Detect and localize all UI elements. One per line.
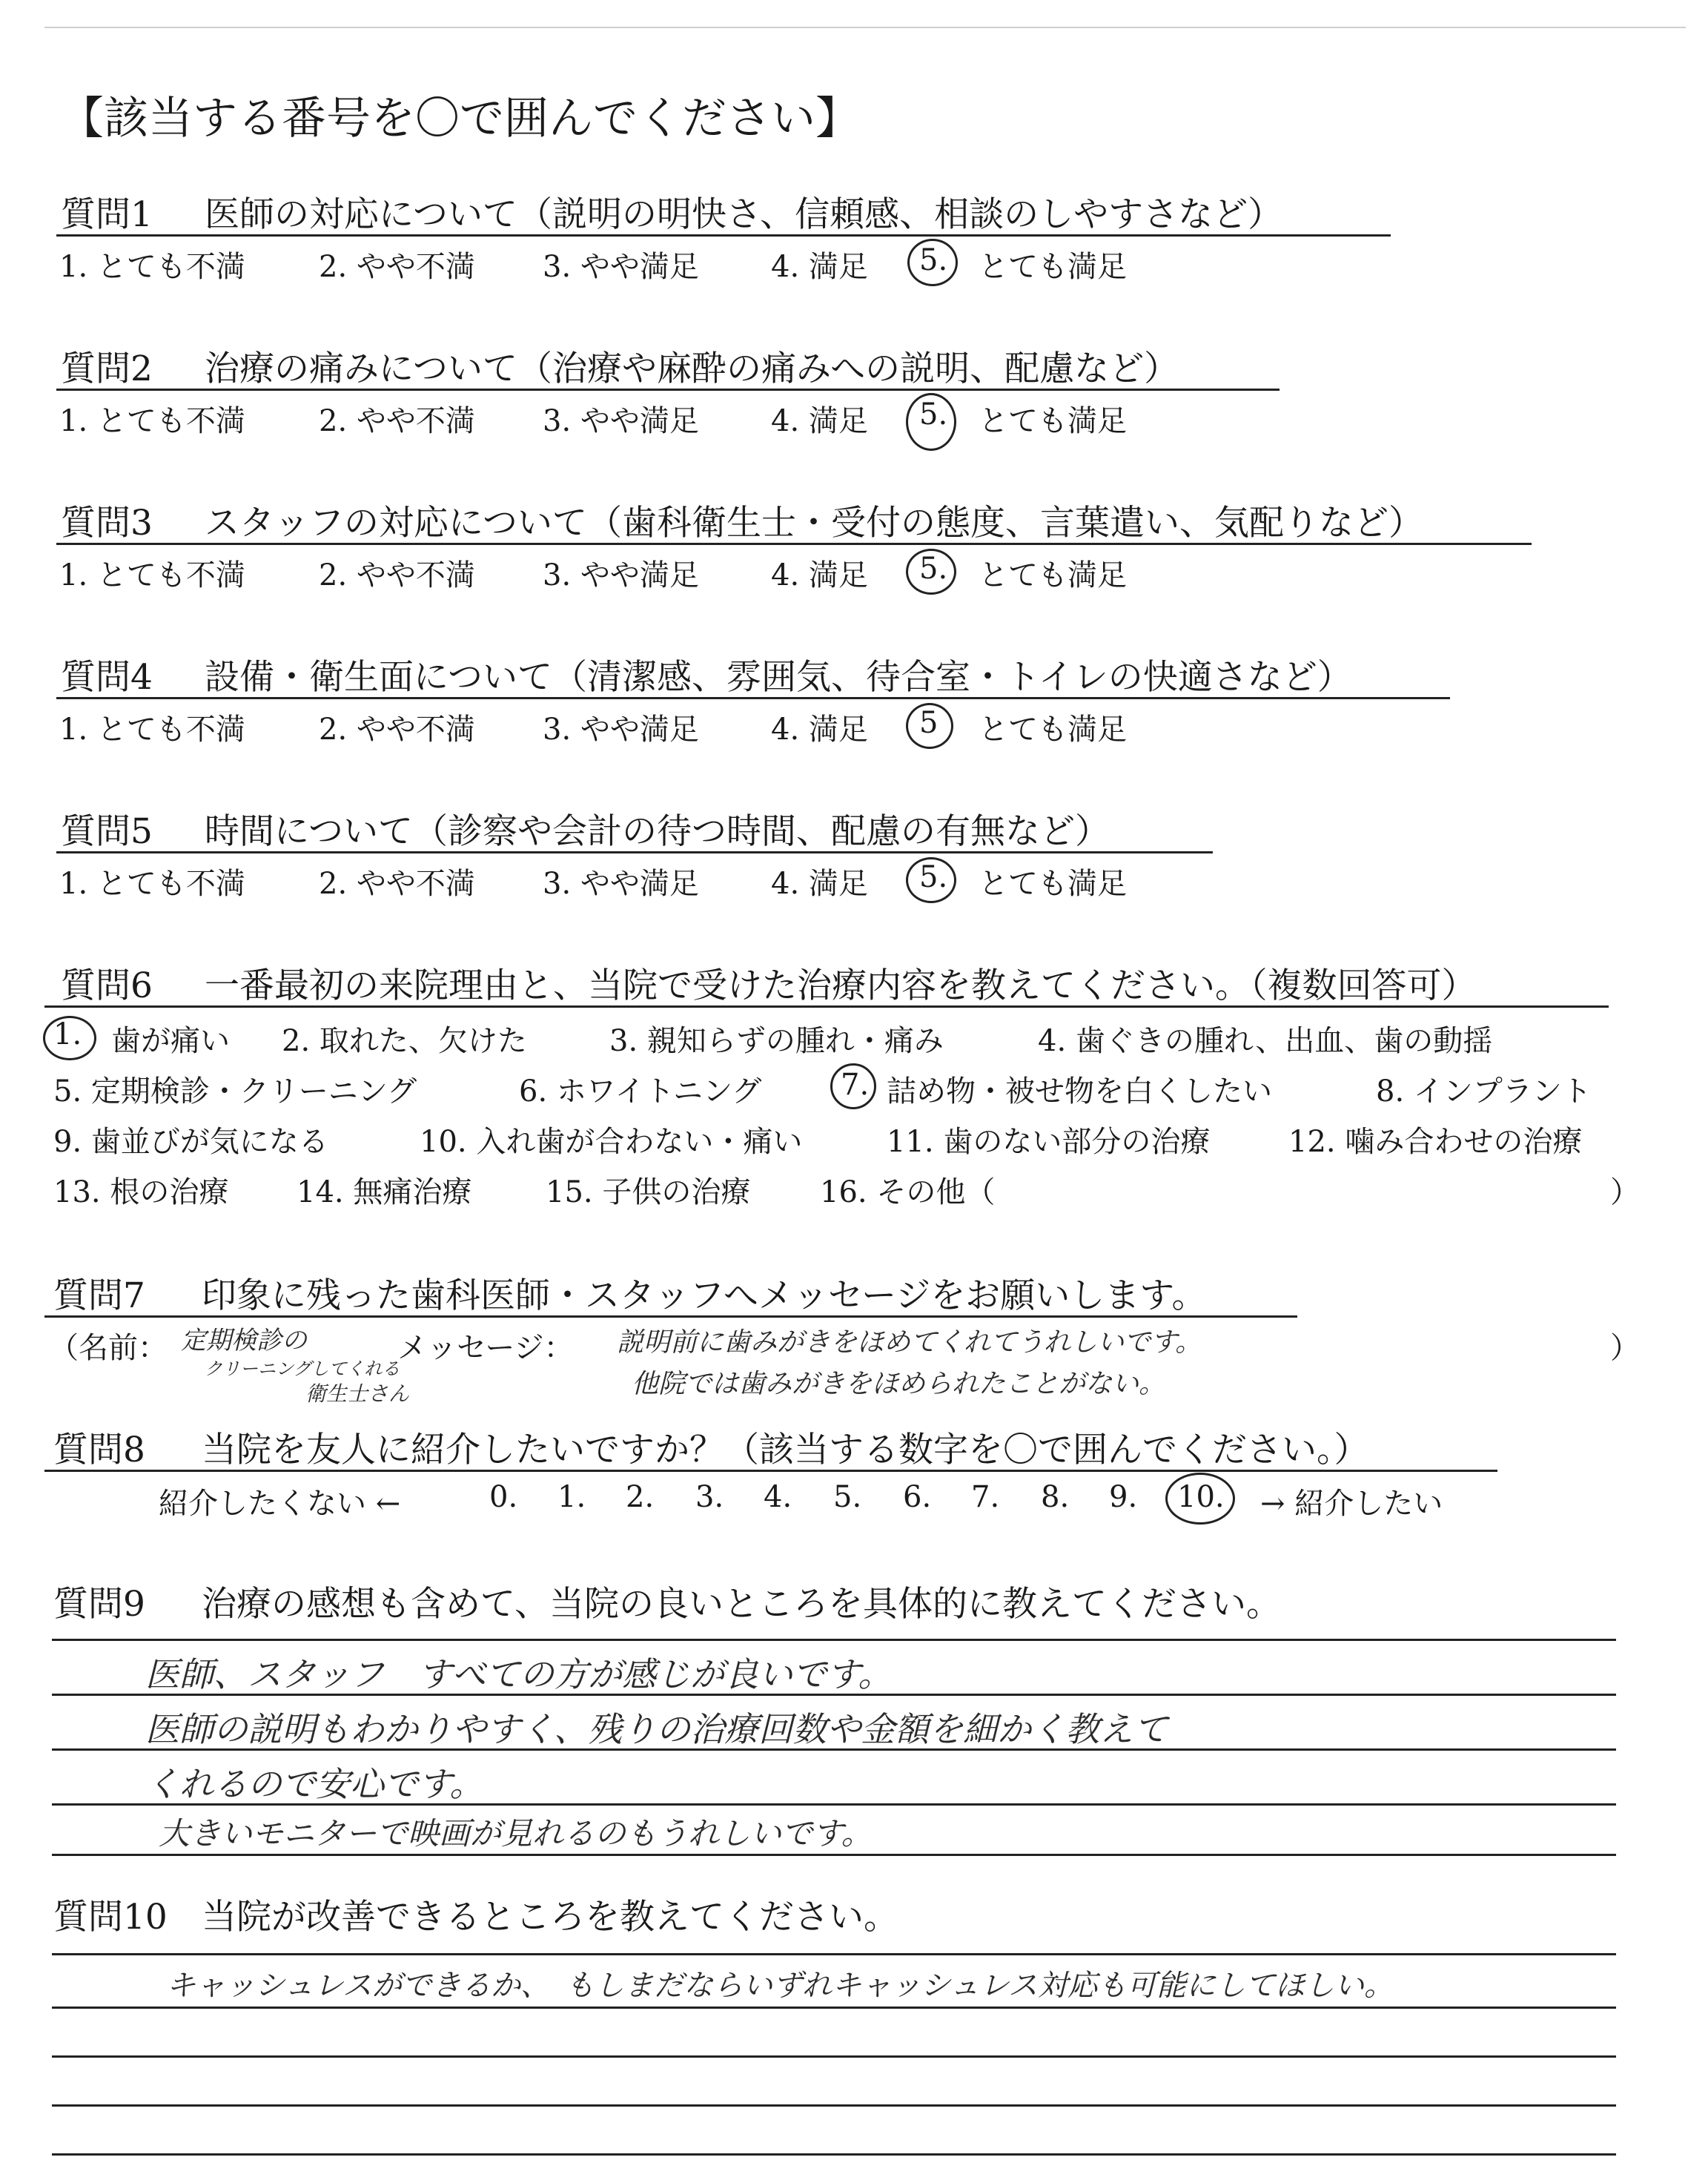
option-8[interactable]: 8. インプラント — [1376, 1074, 1592, 1109]
question-text: 医師の対応について（説明の明快さ、信頼感、相談のしやすさなど） — [205, 194, 1283, 235]
option-4[interactable]: 4. 満足 — [771, 404, 868, 438]
scale-0[interactable]: 0. — [489, 1480, 518, 1514]
scale-4[interactable]: 4. — [764, 1480, 792, 1514]
option-3[interactable]: 3. やや満足 — [543, 404, 699, 438]
option-5-label: とても満足 — [979, 558, 1127, 592]
option-1[interactable]: 1. とても不満 — [59, 558, 245, 592]
question-label: 質問3 — [61, 503, 153, 544]
option-4[interactable]: 4. 満足 — [771, 713, 868, 747]
option-2[interactable]: 2. やや不満 — [319, 404, 475, 438]
close-paren: ） — [1610, 1331, 1640, 1365]
answer-line — [52, 1803, 1616, 1806]
scale-5[interactable]: 5. — [833, 1480, 862, 1514]
option-5[interactable]: 5. — [919, 243, 948, 277]
option-16[interactable]: 16. その他（ — [820, 1175, 996, 1209]
scale-left-label: 紹介したくない ← — [159, 1487, 401, 1521]
option-12[interactable]: 12. 噛み合わせの治療 — [1288, 1125, 1583, 1159]
option-13[interactable]: 13. 根の治療 — [53, 1175, 229, 1209]
scale-8[interactable]: 8. — [1041, 1480, 1070, 1514]
answer-line-2[interactable]: 医師の説明もわかりやすく、残りの治療回数や金額を細かく教えて — [145, 1709, 1168, 1749]
option-3[interactable]: 3. やや満足 — [543, 250, 699, 284]
underline — [44, 1315, 1297, 1318]
underline — [44, 1005, 1609, 1008]
question-label: 質問9 — [53, 1584, 145, 1625]
option-5[interactable]: 5. — [919, 860, 948, 894]
option-1[interactable]: 1. とても不満 — [59, 250, 245, 284]
option-9[interactable]: 9. 歯並びが気になる — [53, 1125, 328, 1159]
option-15[interactable]: 15. 子供の治療 — [546, 1175, 751, 1209]
question-label: 質問2 — [61, 349, 153, 389]
question-text: 一番最初の来院理由と、当院で受けた治療内容を教えてください。（複数回答可） — [205, 965, 1477, 1006]
option-11[interactable]: 11. 歯のない部分の治療 — [887, 1125, 1211, 1159]
answer-line-1[interactable]: キャッシュレスができるか、 もしまだならいずれキャッシュレス対応も可能にしてほしい。 — [166, 1969, 1394, 2003]
answer-line-1[interactable]: 医師、スタッフ すべての方が感じが良いです。 — [145, 1654, 893, 1694]
option-1[interactable]: 1. とても不満 — [59, 404, 245, 438]
underline — [56, 697, 1450, 699]
option-5[interactable]: 5 — [919, 706, 939, 740]
underline — [44, 1470, 1497, 1472]
option-3[interactable]: 3. やや満足 — [543, 558, 699, 592]
answer-line — [52, 1854, 1616, 1856]
answer-line-3[interactable]: くれるので安心です。 — [145, 1764, 484, 1804]
option-2[interactable]: 2. やや不満 — [319, 713, 475, 747]
message-handwriting-line-2: 他院では歯みがきをほめられたことがない。 — [632, 1369, 1166, 1399]
option-6[interactable]: 6. ホワイトニング — [519, 1074, 762, 1109]
question-text: 当院が改善できるところを教えてください。 — [202, 1897, 898, 1938]
question-label: 質問6 — [61, 965, 153, 1006]
answer-line — [52, 2104, 1616, 2107]
option-3[interactable]: 3. 親知らずの腫れ・痛み — [609, 1024, 944, 1058]
option-5-label: とても満足 — [979, 867, 1127, 901]
scale-right-label: → 紹介したい — [1260, 1487, 1443, 1521]
option-5-label: とても満足 — [979, 713, 1127, 747]
answer-line — [52, 1639, 1616, 1641]
top-border — [44, 27, 1686, 28]
option-2[interactable]: 2. 取れた、欠けた — [282, 1024, 527, 1058]
option-2[interactable]: 2. やや不満 — [319, 558, 475, 592]
option-1[interactable]: 1. とても不満 — [59, 867, 245, 901]
answer-line-4[interactable]: 大きいモニターで映画が見れるのもうれしいです。 — [159, 1815, 873, 1852]
scale-1[interactable]: 1. — [557, 1480, 586, 1514]
option-4[interactable]: 4. 満足 — [771, 558, 868, 592]
option-5[interactable]: 5. 定期検診・クリーニング — [53, 1074, 417, 1109]
question-label: 質問10 — [53, 1897, 168, 1938]
scale-10[interactable]: 10. — [1177, 1480, 1225, 1514]
scale-9[interactable]: 9. — [1109, 1480, 1138, 1514]
name-handwriting-line-1: 定期検診の — [181, 1326, 307, 1355]
answer-line — [52, 1953, 1616, 1955]
close-paren: ） — [1610, 1175, 1640, 1209]
message-handwriting-line-1: 説明前に歯みがきをほめてくれてうれしいです。 — [617, 1327, 1202, 1358]
message-label: メッセージ： — [397, 1331, 574, 1365]
option-2[interactable]: 2. やや不満 — [319, 250, 475, 284]
option-7-label: 詰め物・被せ物を白くしたい — [887, 1074, 1272, 1109]
option-4[interactable]: 4. 満足 — [771, 250, 868, 284]
answer-line — [52, 1748, 1616, 1751]
underline — [56, 543, 1532, 545]
page-title: 【該当する番号を〇で囲んでください】 — [59, 93, 860, 145]
answer-line — [52, 2055, 1616, 2058]
question-label: 質問1 — [61, 194, 153, 235]
option-4[interactable]: 4. 歯ぐきの腫れ、出血、歯の動揺 — [1038, 1024, 1493, 1058]
underline — [56, 851, 1213, 853]
option-3[interactable]: 3. やや満足 — [543, 867, 699, 901]
underline — [56, 389, 1280, 391]
option-5[interactable]: 5. — [919, 552, 948, 586]
question-label: 質問5 — [61, 811, 153, 852]
option-10[interactable]: 10. 入れ歯が合わない・痛い — [420, 1125, 803, 1159]
question-text: 治療の感想も含めて、当院の良いところを具体的に教えてください。 — [202, 1584, 1282, 1625]
question-label: 質問4 — [61, 657, 153, 698]
option-3[interactable]: 3. やや満足 — [543, 713, 699, 747]
option-7[interactable]: 7. — [841, 1068, 870, 1102]
answer-line — [52, 2007, 1616, 2009]
name-handwriting-line-2: クリーニングしてくれる — [205, 1358, 400, 1379]
option-1-label: 歯が痛い — [111, 1024, 230, 1058]
option-1[interactable]: 1. — [53, 1017, 82, 1051]
option-5[interactable]: 5. — [919, 397, 948, 432]
question-text: 治療の痛みについて（治療や麻酔の痛みへの説明、配慮など） — [205, 349, 1179, 389]
underline — [56, 234, 1391, 237]
answer-line — [52, 2153, 1616, 2156]
option-5-label: とても満足 — [979, 250, 1127, 284]
name-label: （名前： — [49, 1331, 168, 1365]
question-text: スタッフの対応について（歯科衛生士・受付の態度、言葉遣い、気配りなど） — [205, 503, 1424, 544]
question-label: 質問7 — [53, 1275, 145, 1316]
question-text: 印象に残った歯科医師・スタッフへメッセージをお願いします。 — [202, 1275, 1207, 1316]
option-2[interactable]: 2. やや不満 — [319, 867, 475, 901]
option-1[interactable]: 1. とても不満 — [59, 713, 245, 747]
option-14[interactable]: 14. 無痛治療 — [297, 1175, 472, 1209]
name-handwriting-line-3: 衛生士さん — [305, 1381, 410, 1406]
scale-3[interactable]: 3. — [695, 1480, 724, 1514]
option-5-label: とても満足 — [979, 404, 1127, 438]
scale-2[interactable]: 2. — [626, 1480, 655, 1514]
option-4[interactable]: 4. 満足 — [771, 867, 868, 901]
question-text: 時間について（診察や会計の待つ時間、配慮の有無など） — [205, 811, 1110, 852]
scale-6[interactable]: 6. — [903, 1480, 932, 1514]
scale-7[interactable]: 7. — [971, 1480, 1000, 1514]
question-label: 質問8 — [53, 1430, 145, 1470]
question-text: 設備・衛生面について（清潔感、雰囲気、待合室・トイレの快適さなど） — [205, 657, 1352, 698]
question-text: 当院を友人に紹介したいですか？（該当する数字を〇で囲んでください。） — [202, 1430, 1369, 1470]
answer-line — [52, 1694, 1616, 1696]
